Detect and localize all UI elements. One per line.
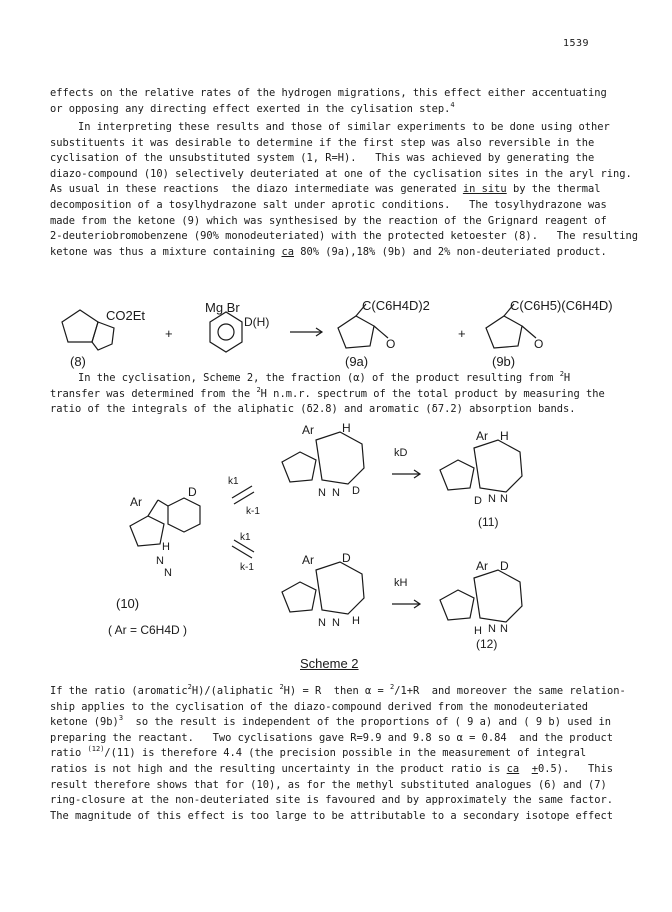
text-line: transfer was determined from the $^2$H n.m.r. spectrum of the total product by measuring the bbox=[50, 385, 605, 400]
label-12: (12) bbox=[476, 637, 498, 651]
svg-text:N: N bbox=[500, 623, 508, 635]
svg-text:Ar: Ar bbox=[302, 423, 314, 437]
svg-text:N: N bbox=[500, 493, 508, 505]
text-line: effects on the relative rates of the hydrogen migrations, this effect either accentuating bbox=[50, 87, 607, 99]
equilibrium-arrows-lower bbox=[232, 532, 254, 573]
svg-text:C(C6H4D)2: C(C6H4D)2 bbox=[362, 298, 430, 313]
text-line: In the cyclisation, Scheme 2, the fraction (α) of the product resulting from $^2$H bbox=[78, 370, 571, 384]
svg-text:D(H): D(H) bbox=[244, 315, 270, 329]
text-line: In interpreting these results and those of similar experiments to be done using other bbox=[78, 121, 610, 133]
text-line: The magnitude of this effect is too large to be attributable to a secondary isotope effect bbox=[50, 809, 614, 822]
svg-text:k-1: k-1 bbox=[240, 562, 254, 573]
text-line: ship applies to the cyclisation of the diazo-compound derived from the monodeuteriated bbox=[50, 700, 588, 713]
svg-text:C(C6H5)(C6H4D): C(C6H5)(C6H4D) bbox=[510, 298, 613, 313]
intermediate-lower-structure bbox=[282, 551, 364, 629]
paragraph-2 bbox=[50, 120, 639, 260]
text-line: 2-deuteriobromobenzene (90% monodeuteriated) with the protected ketoester (8). The resulting bbox=[50, 230, 639, 243]
label-11: (11) bbox=[478, 515, 499, 529]
svg-text:kD: kD bbox=[394, 447, 408, 459]
svg-text:N: N bbox=[318, 487, 326, 499]
svg-text:N: N bbox=[488, 493, 496, 505]
svg-text:D: D bbox=[500, 559, 509, 573]
intermediate-upper-structure bbox=[282, 422, 364, 499]
svg-text:D: D bbox=[342, 551, 351, 565]
compound-9b-structure bbox=[486, 298, 613, 351]
svg-text:k1: k1 bbox=[240, 532, 251, 543]
paragraph-1 bbox=[50, 86, 635, 117]
svg-text:H: H bbox=[352, 615, 360, 627]
svg-text:N: N bbox=[332, 487, 340, 499]
text-line: If the ratio (aromatic$^2$H)/(aliphatic $^2$H) = R then α = $^2$/1+R and moreover the same relation- bbox=[50, 683, 626, 697]
compound-8-structure bbox=[62, 308, 145, 350]
compound-12-structure bbox=[440, 559, 522, 651]
svg-text:Ar: Ar bbox=[476, 559, 488, 573]
text-line: made from the ketone (9) which was synthesised by the reaction of the Grignard reagent of bbox=[50, 214, 607, 227]
svg-text:H: H bbox=[474, 625, 482, 637]
paragraph-3 bbox=[50, 371, 635, 418]
svg-text:D: D bbox=[352, 485, 360, 497]
scheme-2-title: Scheme 2 bbox=[300, 656, 359, 670]
svg-text:Mg Br: Mg Br bbox=[205, 300, 240, 315]
label-8: (8) bbox=[70, 354, 86, 369]
text-line: As usual in these reactions the diazo intermediate was generated in situ by the thermal bbox=[50, 183, 601, 196]
svg-text:N: N bbox=[156, 555, 164, 567]
text-line: ring-closure at the non-deuteriated site is favoured and by approximately the same factor. bbox=[50, 794, 614, 807]
text-line: preparing the reactant. Two cyclisations gave R=9.9 and 9.8 so α = 0.84 and the product bbox=[50, 731, 614, 744]
svg-text:kH: kH bbox=[394, 577, 408, 589]
bromobenzene-structure bbox=[205, 300, 269, 352]
svg-text:+: + bbox=[165, 326, 173, 341]
text-line: ratios is not high and the resulting uncertainty in the product ratio is ca +0.5). This bbox=[50, 762, 614, 775]
svg-text:Ar: Ar bbox=[302, 553, 314, 567]
text-line: cyclisation of the unsubstituted system (1, R=H). This was achieved by generating the bbox=[50, 152, 595, 165]
svg-text:D: D bbox=[474, 495, 482, 507]
text-line: ratio $^{(12)}$/(11) is therefore 4.4 (the precision possible in the measurement of integral bbox=[50, 745, 587, 760]
equilibrium-arrows-upper bbox=[228, 476, 260, 517]
label-9a: (9a) bbox=[345, 354, 369, 369]
svg-text:k1: k1 bbox=[228, 476, 239, 487]
ar-definition: ( Ar = C6H4D ) bbox=[108, 623, 188, 637]
compound-10-structure bbox=[108, 485, 200, 637]
text-line: ratio of the integrals of the aliphatic (δ2.8) and aromatic (δ7.2) absorption bands. bbox=[50, 403, 576, 416]
text-line: substituents it was desirable to determine if the first step was also reversible in the bbox=[50, 136, 595, 149]
svg-text:k-1: k-1 bbox=[246, 506, 260, 517]
svg-text:Ar: Ar bbox=[476, 429, 488, 443]
svg-text:H: H bbox=[342, 422, 351, 435]
svg-text:+: + bbox=[458, 326, 466, 341]
label-9b: (9b) bbox=[492, 354, 516, 369]
text-line: result therefore shows that for (10), as for the methyl substituted analogues (6) and (7) bbox=[50, 778, 607, 791]
svg-text:O: O bbox=[386, 337, 396, 351]
text-line: decomposition of a tosylhydrazone salt under aprotic conditions. The tosylhydrazone was bbox=[50, 198, 607, 211]
page-number: 1539 bbox=[563, 38, 590, 49]
svg-text:N: N bbox=[164, 567, 172, 579]
compound-11-structure bbox=[440, 429, 522, 529]
scheme-2-diagram bbox=[90, 422, 560, 670]
svg-text:N: N bbox=[332, 617, 340, 629]
text-line: or opposing any directing effect exerted in the cylisation step.$^4$ bbox=[50, 100, 455, 115]
svg-text:N: N bbox=[318, 617, 326, 629]
svg-text:CO2Et: CO2Et bbox=[106, 308, 146, 323]
text-line: diazo-compound (10) selectively deuteriated at one of the cyclisation sites in the aryl ring. bbox=[50, 167, 632, 180]
scheme-1-diagram bbox=[40, 298, 640, 370]
svg-text:D: D bbox=[188, 485, 197, 499]
reference-superscript: 4 bbox=[450, 100, 455, 109]
paragraph-4 bbox=[50, 684, 635, 824]
svg-text:O: O bbox=[534, 337, 544, 351]
svg-text:N: N bbox=[488, 623, 496, 635]
text-line: ketone was thus a mixture containing ca 80% (9a),18% (9b) and 2% non-deuteriated product. bbox=[50, 245, 607, 258]
text-line: ketone $(9b)^3$ so the result is independent of the proportions of ( 9 a) and ( 9 b) used in bbox=[50, 714, 611, 729]
label-10: (10) bbox=[116, 596, 140, 611]
svg-text:H: H bbox=[500, 429, 509, 443]
svg-text:H: H bbox=[162, 541, 170, 553]
svg-text:Ar: Ar bbox=[130, 495, 142, 509]
compound-9a-structure bbox=[338, 298, 430, 351]
